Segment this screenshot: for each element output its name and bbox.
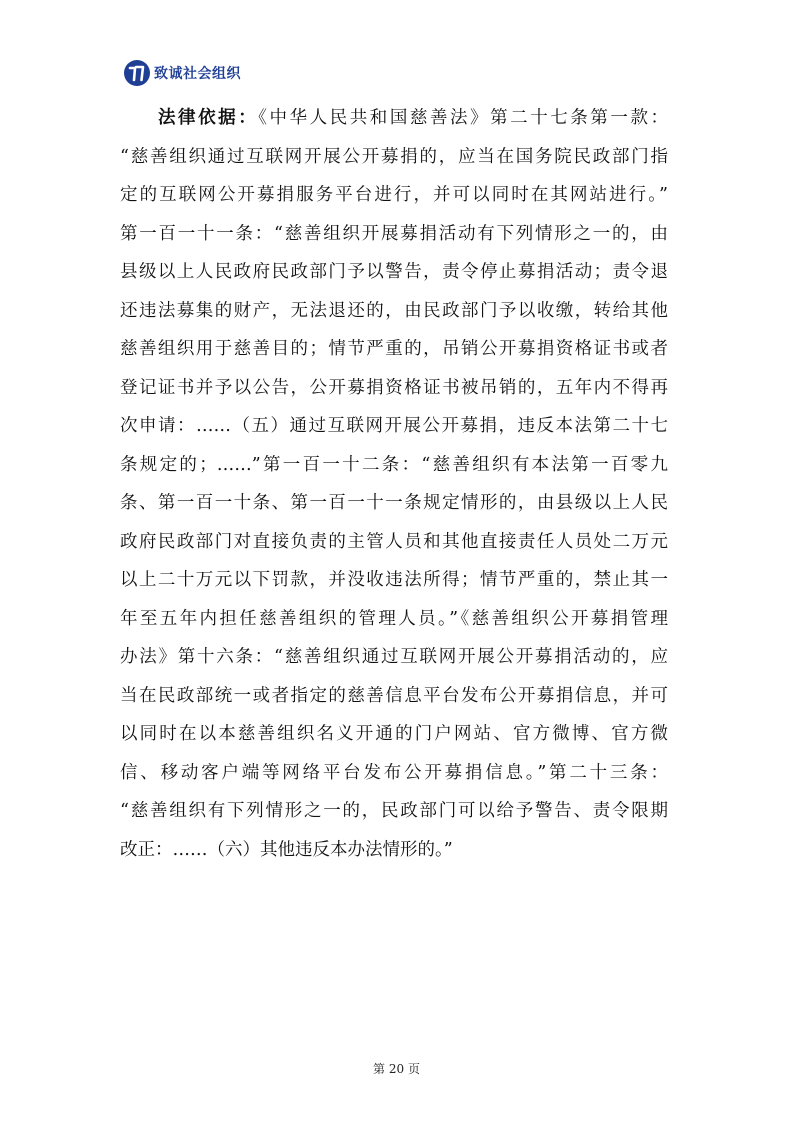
paragraph-line: 条、第一百一十条、第一百一十一条规定情形的，由县级以上人民 [120,493,668,513]
org-logo-icon [123,59,151,87]
paragraph-line: 登记证书并予以公告，公开募捐资格证书被吊销的，五年内不得再 [120,377,668,398]
paragraph-line: 慈善组织用于慈善目的；情节严重的，吊销公开募捐资格证书或者 [120,339,668,359]
paragraph-line: 信、移动客户端等网络平台发布公开募捐信息。”第二十三条： [120,762,668,783]
paragraph-line: 办法》第十六条：“慈善组织通过互联网开展公开募捐活动的，应 [120,647,668,667]
paragraph-line: “慈善组织通过互联网开展公开募捐的，应当在国务院民政部门指 [120,146,668,167]
paragraph-line: 以同时在以本慈善组织名义开通的门户网站、官方微博、官方微 [120,724,668,744]
paragraph-line: 还违法募集的财产，无法退还的，由民政部门予以收缴，转给其他 [120,300,668,321]
org-name: 致诚社会组织 [154,66,241,82]
paragraph-line: 政府民政部门对直接负责的主管人员和其他直接责任人员处二万元 [120,531,668,552]
paragraph-line: 第一百一十一条：“慈善组织开展募捐活动有下列情形之一的，由 [120,223,668,244]
paragraph-line: 县级以上人民政府民政部门予以警告，责令停止募捐活动；责令退 [120,262,668,282]
paragraph-line: 改正：……（六）其他违反本办法情形的。” [120,839,453,860]
legal-basis-text [120,99,668,869]
paragraph-line: “慈善组织有下列情形之一的，民政部门可以给予警告、责令限期 [120,801,668,821]
paragraph-line: 以上二十万元以下罚款，并没收违法所得；情节严重的，禁止其一 [120,570,668,590]
paragraph-line: 当在民政部统一或者指定的慈善信息平台发布公开募捐信息，并可 [120,685,668,706]
paragraph-line [120,99,668,138]
legal-basis-label: 法律依据： [158,108,259,128]
line-text: 《中华人民共和国慈善法》第二十七条第一款： [258,108,668,128]
paragraph-line: 条规定的；……”第一百一十二条：“慈善组织有本法第一百零九 [120,454,668,475]
org-logo [123,57,241,89]
paragraph-line: 次申请：……（五）通过互联网开展公开募捐，违反本法第二十七 [120,416,668,436]
paragraph-line: 定的互联网公开募捐服务平台进行，并可以同时在其网站进行。” [120,185,668,205]
paragraph-line: 年至五年内担任慈善组织的管理人员。”《慈善组织公开募捐管理 [120,608,668,629]
page-number: 第 20 页 [373,1062,420,1076]
